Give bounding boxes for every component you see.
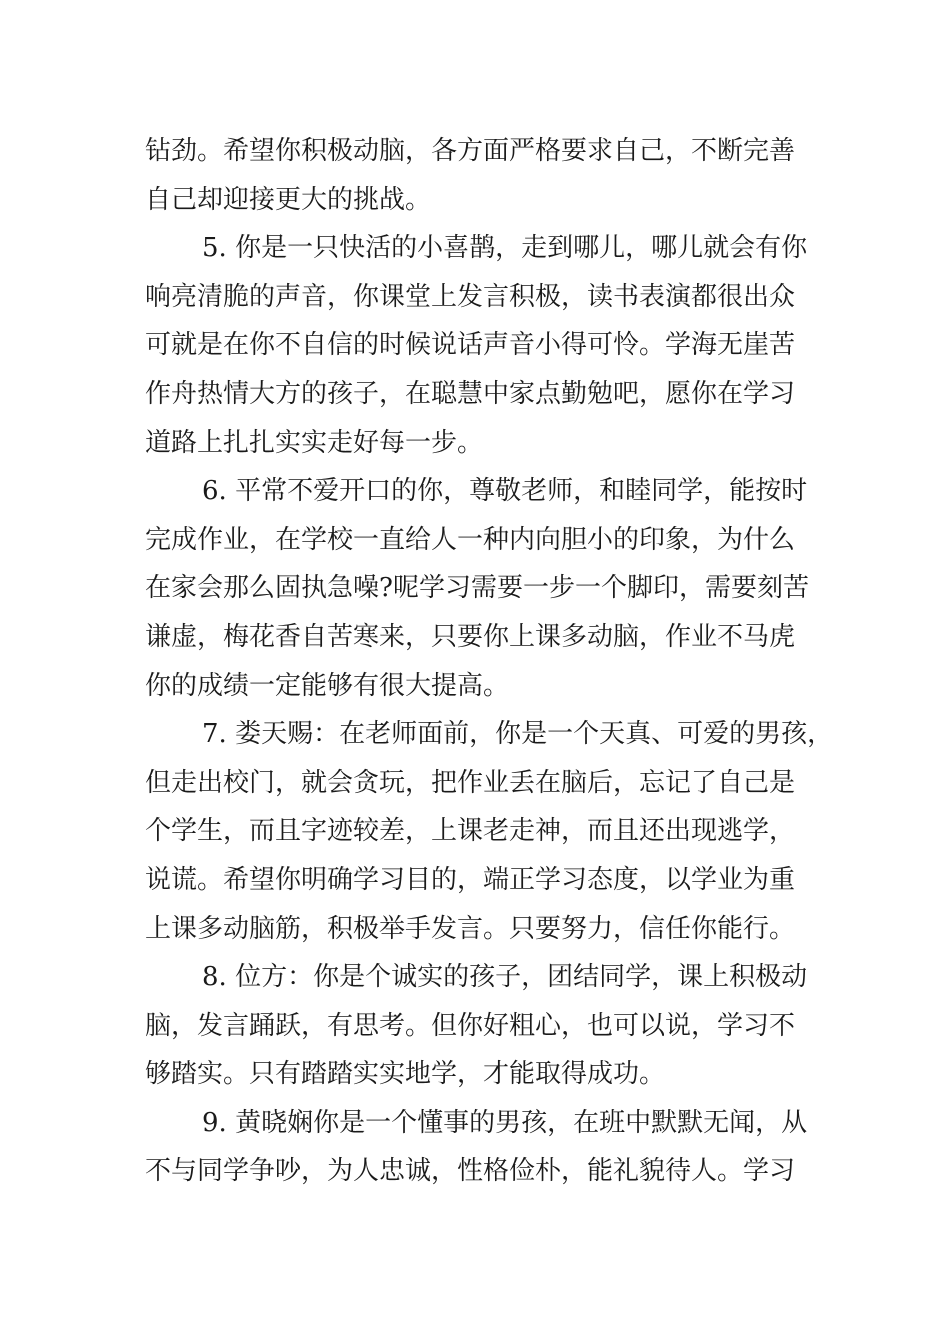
text-line: 可就是在你不自信的时候说话声音小得可怜。学海无崖苦 bbox=[145, 330, 796, 361]
text-line: 5. 你是一只快活的小喜鹊，走到哪儿，哪儿就会有你 bbox=[202, 233, 808, 264]
text-line: 7. 娄天赐：在老师面前，你是一个天真、可爱的男孩， bbox=[202, 719, 834, 750]
text-line: 8. 位方：你是个诚实的孩子，团结同学，课上积极动 bbox=[202, 962, 808, 993]
text-line: 不与同学争吵，为人忠诚，性格俭朴，能礼貌待人。学习 bbox=[145, 1156, 796, 1187]
text-line: 自己却迎接更大的挑战。 bbox=[145, 184, 432, 215]
text-line: 道路上扎扎实实走好每一步。 bbox=[145, 427, 484, 458]
text-line: 完成作业，在学校一直给人一种内向胆小的印象，为什么 bbox=[145, 524, 796, 555]
text-line: 脑，发言踊跃，有思考。但你好粗心，也可以说，学习不 bbox=[145, 1010, 796, 1041]
text-line: 个学生，而且字迹较差，上课老走神，而且还出现逃学， bbox=[145, 816, 796, 847]
text-line: 作舟热情大方的孩子，在聪慧中家点勤勉吧，愿你在学习 bbox=[145, 378, 796, 409]
text-line: 响亮清脆的声音，你课堂上发言积极，读书表演都很出众 bbox=[145, 281, 796, 312]
text-line: 但走出校门，就会贪玩，把作业丢在脑后，忘记了自己是 bbox=[145, 767, 796, 798]
text-line: 上课多动脑筋，积极举手发言。只要努力，信任你能行。 bbox=[145, 913, 796, 944]
document-body bbox=[145, 127, 845, 1196]
text-line: 6. 平常不爱开口的你，尊敬老师，和睦同学，能按时 bbox=[202, 476, 808, 507]
text-line: 谦虚，梅花香自苦寒来，只要你上课多动脑，作业不马虎 bbox=[145, 621, 796, 652]
text-line: 说谎。希望你明确学习目的，端正学习态度，以学业为重 bbox=[145, 864, 796, 895]
text-line: 9. 黄晓娴你是一个懂事的男孩，在班中默默无闻，从 bbox=[202, 1107, 808, 1138]
text-line: 在家会那么固执急噪?呢学习需要一步一个脚印，需要刻苦 bbox=[145, 573, 809, 604]
text-line: 钻劲。希望你积极动脑，各方面严格要求自己，不断完善 bbox=[145, 136, 796, 166]
text-line: 你的成绩一定能够有很大提高。 bbox=[145, 670, 510, 701]
text-line: 够踏实。只有踏踏实实地学，才能取得成功。 bbox=[145, 1059, 666, 1090]
